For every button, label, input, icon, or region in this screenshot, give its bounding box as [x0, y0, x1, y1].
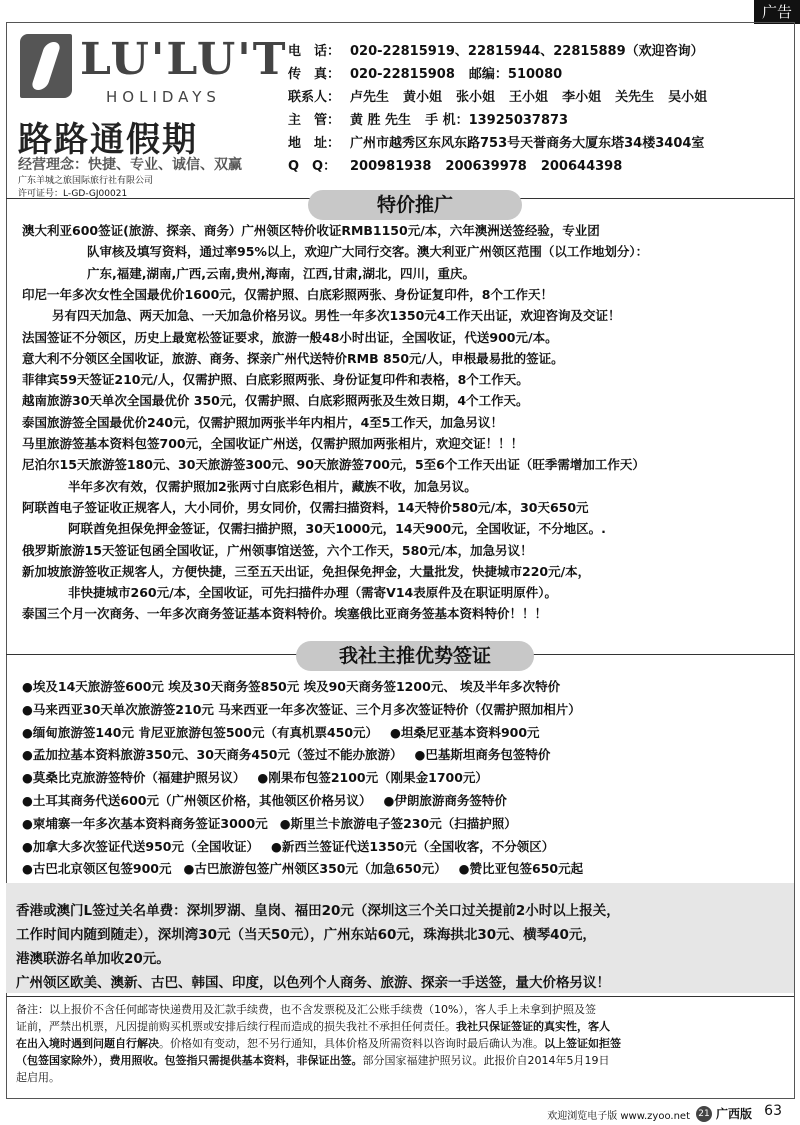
contact-value: 邮编：510080 [468, 67, 563, 82]
featured-item: ●新西兰签证代送1350元（全国收客，不分领区） [271, 838, 555, 854]
page-footer [0, 1103, 800, 1125]
special-line [0, 519, 800, 537]
contact-value: 吴小姐 [668, 90, 708, 105]
remark-line [16, 1001, 596, 1017]
featured-item: ●斯里兰卡旅游电子签230元（扫描护照） [279, 815, 517, 831]
featured-item: ●古巴旅游包签广州领区350元（加急650元） [183, 861, 447, 877]
featured-item: ●巴基斯坦商务包签特价 [414, 747, 551, 763]
remark-line [16, 1052, 610, 1068]
special-text: 600签证(旅游、探亲、商务）广州领区特价收证RMB1150元/本，六年澳洲送签经验，专业团 [72, 223, 600, 238]
logo-cn-name: 路路通假期 [18, 120, 198, 160]
special-line [0, 242, 800, 260]
hk-line: 香港或澳门L签过关名单费：深圳罗湖、皇岗、福田20元（深圳这三个关口过关提前2小时以上报关， [16, 903, 620, 919]
special-text: 15天旅游签180元、30天旅游签300元、90天旅游签700元，5至6个工作天出证（旺季需增加工作天） [59, 457, 645, 473]
footer-edition: 广西版 [715, 1107, 752, 1121]
contact-row [288, 63, 793, 86]
featured-line [22, 791, 519, 809]
featured-line [22, 768, 500, 786]
page-number: 63 [764, 1103, 782, 1119]
country-name: 意大利 [22, 350, 60, 366]
featured-item: ●马来西亚30天单次旅游签210元 马来西亚一年多次签证、三个月多次签证特价（仅需护照加相片） [22, 701, 581, 717]
special-text: 电子签证收正规客人，大小同价，男女同价，仅需扫描资料，14天特价580元/本，30天650元 [59, 499, 589, 515]
special-line [0, 413, 800, 431]
special-line [0, 285, 800, 303]
featured-line [22, 814, 529, 832]
company-name: 广东羊城之旅国际旅行社有限公司 [18, 176, 154, 186]
contact-value: 200644398 [540, 159, 623, 174]
special-text: 59天签证210元/人，仅需护照、白底彩照两张、身份证复印件和表格，8个工作天。 [59, 372, 529, 388]
logo-brand: LU'LU'T [80, 34, 288, 85]
contact-label: 电 话： [288, 44, 341, 59]
remark-text: 部分国家福建护照另议。此报价自2014年5月19日 [362, 1054, 610, 1067]
contact-value: 王小姐 [509, 90, 549, 105]
special-text: 半年多次有效，仅需护照加2张两寸白底彩色相片，藏族不收，加急另议。 [68, 478, 477, 494]
special-line [0, 306, 800, 324]
contact-value: 李小姐 [562, 90, 602, 105]
special-text: 一年多次女性全国最优价1600元，仅需护照、白底彩照两张、身份证复印件，8个工作天！ [47, 286, 554, 302]
country-name: 新加坡 [22, 563, 60, 579]
contact-value: 200981938 [350, 159, 432, 174]
contact-label: 主 管： [288, 113, 341, 128]
section-title-featured: 我社主推优势签证 [296, 641, 534, 671]
section-title-special: 特价推广 [308, 190, 522, 220]
contact-value: 黄小姐 [403, 90, 443, 105]
special-text: 另有四天加急、两天加急、一天加急价格另议。男性一年多次1350元4工作天出证，欢迎咨询及交证！ [52, 308, 621, 324]
license-number: 许可证号：L-GD-GJ00021 [18, 189, 128, 199]
contact-row [288, 40, 793, 63]
hk-line: 广州领区欧美、澳新、古巴、韩国、印度，以色列个人商务、旅游、探亲一手送签，量大价格另议！ [16, 975, 610, 991]
contact-value: 卢先生 [350, 90, 390, 105]
featured-item: ●埃及14天旅游签600元 埃及30天商务签850元 埃及90天商务签1200元、 埃及半年多次特价 [22, 679, 561, 694]
special-line [0, 541, 800, 559]
ad-tag: 广告 [754, 0, 800, 24]
featured-line [22, 859, 595, 877]
footer-site: 欢迎浏览电子版 www.zyoo.net [547, 1111, 690, 1122]
remark-line [16, 1069, 60, 1085]
hk-line: 工作时间内随到随走），深圳湾30元（当天50元），广州东站60元，珠海拱北30元、横琴40元， [16, 927, 596, 943]
contact-row [288, 109, 793, 132]
logo [14, 32, 288, 174]
special-text: 旅游15天签证包函全国收证，广州领事馆送签，六个工作天，580元/本，加急另议！ [59, 542, 533, 558]
featured-line [22, 677, 572, 695]
special-text: 非快捷城市260元/本，全国收证，可先扫描件办理（需寄V14表原件及在职证明原件）。 [68, 585, 557, 601]
featured-item: ●坦桑尼亚基本资料900元 [390, 724, 540, 740]
special-line [0, 328, 800, 346]
remark-text: 备注：以上报价不含任何邮寄快递费用及汇款手续费，也不含发票税及汇公账手续费（10%），客人手上未拿到护照及签 [16, 1003, 596, 1016]
remark-text: 我社只保证签证的真实性，客人 [456, 1020, 610, 1033]
logo-holidays: HOLIDAYS [106, 88, 221, 106]
remark-text: （包签国家除外），费用照收。包签指只需提供基本资料，非保证出签。 [16, 1054, 363, 1067]
featured-line [22, 745, 562, 763]
special-text: 旅游签收正规客人，方便快捷，三至五天出证，免担保免押金，大量批发，快捷城市220元/本， [59, 563, 591, 579]
contact-row [288, 86, 793, 109]
featured-item: ●古巴北京领区包签900元 [22, 861, 172, 877]
featured-item: ●刚果布包签2100元（刚果金1700元） [257, 770, 488, 786]
contact-block [288, 40, 793, 178]
special-text: 队审核及填写资料，通过率95%以上，欢迎广大同行交客。澳大利亚广州领区范围（以工作地划分）： [87, 244, 649, 260]
special-line [0, 370, 800, 388]
special-text: 旅游30天单次全国最优价 350元，仅需护照、白底彩照两张及生效日期，4个工作天。 [47, 393, 529, 409]
contact-value: 张小姐 [456, 90, 496, 105]
contact-label: 地 址： [288, 136, 341, 151]
hk-line: 港澳联游名单加收20元。 [16, 951, 170, 967]
featured-line [22, 700, 593, 718]
logo-mark-icon [20, 34, 72, 98]
special-line [0, 349, 800, 367]
special-text: 旅游签全国最优价240元，仅需护照加两张半年内相片，4至5工作天，加急另议！ [47, 414, 504, 430]
country-name: 马里 [22, 436, 48, 451]
special-line [0, 455, 800, 473]
contact-value: 020-22815919、22815944、22815889（欢迎咨询） [350, 44, 704, 59]
contact-value: 关先生 [615, 90, 655, 105]
contact-value: 200639978 [445, 159, 527, 174]
contact-row [288, 132, 793, 155]
country-name: 菲律宾 [22, 372, 60, 388]
special-text: 三个月一次商务、一年多次商务签证基本资料特价。埃塞俄比亚商务签基本资料特价！！！ [47, 606, 548, 622]
contact-value: 广州市越秀区东风东路753号天誉商务大厦东塔34楼3404室 [350, 136, 705, 151]
remark-text: 以上签证如拒签 [544, 1037, 621, 1050]
country-name: 阿联酋 [22, 499, 60, 515]
contact-value: 020-22815908 [350, 67, 455, 82]
remark-text: 在出入境时遇到问题自行解决 [16, 1037, 159, 1050]
featured-item: ●孟加拉基本资料旅游350元、30天商务450元（签过不能办旅游） [22, 747, 403, 763]
contact-row [288, 155, 793, 178]
remark-line [16, 1018, 610, 1034]
featured-item: ●土耳其商务代送600元（广州领区价格，其他领区价格另议） [22, 793, 372, 808]
special-text: 广东,福建,湖南,广西,云南,贵州,海南，江西,甘肃,湖北，四川，重庆。 [87, 265, 475, 281]
special-line [0, 264, 800, 282]
special-text: 旅游签基本资料包签700元，全国收证广州送，仅需护照加两张相片，欢迎交证！！！ [47, 436, 524, 451]
contact-label: 联系人： [288, 90, 341, 105]
special-line [0, 583, 800, 601]
footer-badge-icon: 21 [696, 1106, 712, 1122]
special-line [0, 604, 800, 622]
special-line [0, 562, 800, 580]
divider [6, 996, 794, 997]
special-line [0, 477, 800, 495]
country-name: 泰国 [22, 606, 48, 622]
special-text: 不分领区全国收证，旅游、商务、探亲广州代送特价RMB 850元/人，申根最易批的签证。 [59, 350, 564, 366]
country-name: 澳大利亚 [22, 223, 73, 238]
logo-motto: 经营理念：快捷、专业、诚信、双赢 [18, 157, 242, 173]
featured-line [22, 837, 566, 855]
special-line [0, 221, 800, 239]
special-line [0, 434, 800, 452]
special-text: 阿联酋免担保免押金签证，仅需扫描护照，30天1000元，14天900元，全国收证，不分地区。. [68, 521, 606, 537]
featured-item: ●柬埔寨一年多次基本资料商务签证3000元 [22, 815, 268, 831]
featured-item: ●缅甸旅游签140元 肯尼亚旅游包签500元（有真机票450元） [22, 724, 379, 740]
featured-item: ●加拿大多次签证代送950元（全国收证） [22, 838, 260, 854]
remark-text: 证前，严禁出机票，凡因提前购买机票或安排后续行程而造成的损失我社不承担任何责任。 [16, 1020, 456, 1033]
country-name: 泰国 [22, 414, 48, 430]
contact-value: 黄 胜 先生 [350, 113, 412, 128]
remark-text: 起启用。 [16, 1071, 60, 1084]
country-name: 尼泊尔 [22, 457, 60, 473]
contact-label: 传 真： [288, 67, 341, 82]
country-name: 俄罗斯 [22, 542, 60, 558]
featured-item: ●赞比亚包签650元起 [458, 861, 584, 877]
featured-item: ●莫桑比克旅游签特价（福建护照另议） [22, 770, 246, 786]
remark-text: 。价格如有变动，恕不另行通知，具体价格及所需资料以咨询时最后确认为准。 [159, 1037, 544, 1050]
contact-value: 手 机：13925037873 [425, 113, 569, 128]
featured-item: ●伊朗旅游商务签特价 [383, 793, 507, 808]
remark-line [16, 1035, 621, 1051]
country-name: 越南 [22, 393, 48, 409]
special-text: 签证不分领区，历史上最宽松签证要求，旅游一般48小时出证，全国收证，代送900元/本。 [47, 329, 558, 345]
contact-label: Q Q： [288, 159, 337, 174]
featured-line [22, 723, 552, 741]
country-name: 法国 [22, 329, 48, 345]
special-line [0, 498, 800, 516]
country-name: 印尼 [22, 286, 48, 302]
special-line [0, 391, 800, 409]
